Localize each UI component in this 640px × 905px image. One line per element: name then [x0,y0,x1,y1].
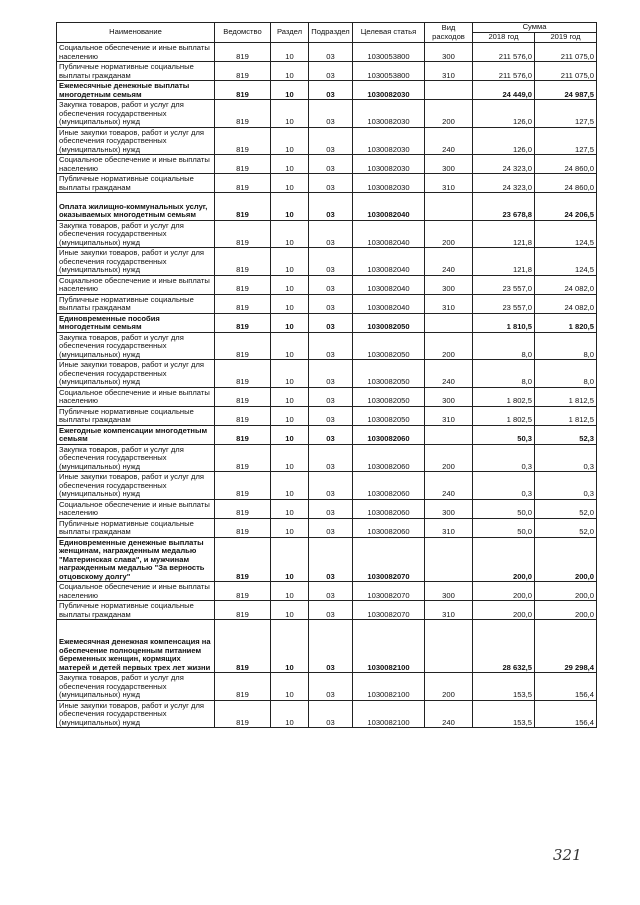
table-row [57,294,597,313]
row-section: 10 [271,155,309,174]
row-name: Ежемесячная денежная компенсация на обеспечение полноценным питанием беременных женщин, кормящих матерей и детей первых трех лет жизни [57,620,215,673]
row-type: 240 [425,472,473,500]
row-target: 1030053800 [353,62,425,81]
row-name: Публичные нормативные социальные выплаты гражданам [57,406,215,425]
row-value-2018: 23 678,8 [473,193,535,221]
row-value-2019: 24 987,5 [535,81,597,100]
row-value-2019: 24 206,5 [535,193,597,221]
row-dept: 819 [215,425,271,444]
table-row [57,673,597,701]
table-row [57,275,597,294]
header-2019: 2019 год [535,33,597,43]
row-value-2018: 121,8 [473,248,535,276]
row-value-2019: 211 075,0 [535,43,597,62]
row-value-2018: 200,0 [473,537,535,582]
row-subsection: 03 [309,127,353,155]
table-row [57,360,597,388]
row-subsection: 03 [309,673,353,701]
row-target: 1030082100 [353,620,425,673]
row-target: 1030082050 [353,406,425,425]
row-value-2019: 211 075,0 [535,62,597,81]
row-value-2019: 29 298,4 [535,620,597,673]
row-subsection: 03 [309,360,353,388]
row-subsection: 03 [309,406,353,425]
row-target: 1030082030 [353,174,425,193]
row-value-2018: 1 802,5 [473,406,535,425]
row-target: 1030082070 [353,601,425,620]
row-value-2019: 24 860,0 [535,155,597,174]
row-target: 1030082070 [353,582,425,601]
row-name: Ежегодные компенсации многодетным семьям [57,425,215,444]
row-target: 1030082030 [353,100,425,128]
row-subsection: 03 [309,155,353,174]
row-section: 10 [271,43,309,62]
row-value-2019: 8,0 [535,332,597,360]
row-dept: 819 [215,601,271,620]
row-subsection: 03 [309,248,353,276]
row-section: 10 [271,275,309,294]
row-target: 1030082060 [353,499,425,518]
row-target: 1030082050 [353,332,425,360]
row-value-2018: 23 557,0 [473,275,535,294]
row-name: Публичные нормативные социальные выплаты гражданам [57,518,215,537]
row-type: 200 [425,673,473,701]
row-name: Социальное обеспечение и иные выплаты населению [57,499,215,518]
row-value-2018: 153,5 [473,673,535,701]
table-row [57,220,597,248]
row-subsection: 03 [309,601,353,620]
row-target: 1030082100 [353,673,425,701]
table-row [57,174,597,193]
row-value-2019: 1 812,5 [535,387,597,406]
row-subsection: 03 [309,275,353,294]
row-type: 300 [425,275,473,294]
table-row [57,313,597,332]
row-subsection: 03 [309,100,353,128]
row-target: 1030082040 [353,294,425,313]
row-subsection: 03 [309,537,353,582]
row-section: 10 [271,294,309,313]
row-name: Социальное обеспечение и иные выплаты населению [57,387,215,406]
table-row [57,193,597,221]
row-value-2018: 0,3 [473,472,535,500]
row-subsection: 03 [309,220,353,248]
row-section: 10 [271,673,309,701]
row-type [425,193,473,221]
table-row [57,127,597,155]
table-row [57,518,597,537]
row-type [425,537,473,582]
row-name: Иные закупки товаров, работ и услуг для обеспечения государственных (муниципальных) нужд [57,127,215,155]
table-row [57,444,597,472]
table-row [57,332,597,360]
row-section: 10 [271,313,309,332]
row-name: Единовременные пособия многодетным семьям [57,313,215,332]
table-row [57,100,597,128]
row-value-2018: 24 323,0 [473,155,535,174]
row-value-2018: 211 576,0 [473,62,535,81]
row-name: Социальное обеспечение и иные выплаты населению [57,43,215,62]
row-subsection: 03 [309,332,353,360]
row-dept: 819 [215,294,271,313]
row-value-2018: 211 576,0 [473,43,535,62]
table-row [57,425,597,444]
row-section: 10 [271,620,309,673]
row-value-2018: 1 802,5 [473,387,535,406]
row-target: 1030082060 [353,444,425,472]
row-section: 10 [271,62,309,81]
row-section: 10 [271,425,309,444]
row-value-2019: 124,5 [535,220,597,248]
row-target: 1030082100 [353,700,425,728]
header-dept: Ведомство [215,23,271,43]
row-name: Публичные нормативные социальные выплаты гражданам [57,294,215,313]
header-2018: 2018 год [473,33,535,43]
row-value-2018: 8,0 [473,332,535,360]
row-section: 10 [271,444,309,472]
row-dept: 819 [215,62,271,81]
table-row [57,387,597,406]
row-subsection: 03 [309,193,353,221]
row-target: 1030082040 [353,275,425,294]
row-name: Иные закупки товаров, работ и услуг для обеспечения государственных (муниципальных) нужд [57,472,215,500]
row-target: 1030082040 [353,193,425,221]
budget-table [56,22,597,728]
row-value-2018: 8,0 [473,360,535,388]
row-type: 310 [425,174,473,193]
row-name: Закупка товаров, работ и услуг для обеспечения государственных (муниципальных) нужд [57,673,215,701]
row-type: 200 [425,444,473,472]
row-target: 1030082040 [353,248,425,276]
row-type: 240 [425,360,473,388]
row-section: 10 [271,360,309,388]
row-value-2018: 28 632,5 [473,620,535,673]
row-target: 1030082030 [353,155,425,174]
row-type: 310 [425,518,473,537]
row-value-2018: 200,0 [473,582,535,601]
row-dept: 819 [215,360,271,388]
row-target: 1030082050 [353,387,425,406]
row-subsection: 03 [309,174,353,193]
row-value-2019: 52,0 [535,518,597,537]
table-row [57,700,597,728]
row-type: 300 [425,582,473,601]
row-value-2018: 126,0 [473,127,535,155]
row-name: Закупка товаров, работ и услуг для обеспечения государственных (муниципальных) нужд [57,220,215,248]
row-type: 240 [425,700,473,728]
row-name: Оплата жилищно-коммунальных услуг, оказываемых многодетным семьям [57,193,215,221]
row-dept: 819 [215,155,271,174]
row-dept: 819 [215,313,271,332]
row-name: Иные закупки товаров, работ и услуг для обеспечения государственных (муниципальных) нужд [57,360,215,388]
row-dept: 819 [215,620,271,673]
row-name: Иные закупки товаров, работ и услуг для обеспечения государственных (муниципальных) нужд [57,700,215,728]
row-dept: 819 [215,673,271,701]
row-type [425,313,473,332]
row-dept: 819 [215,127,271,155]
row-type: 300 [425,155,473,174]
row-section: 10 [271,537,309,582]
row-value-2019: 1 820,5 [535,313,597,332]
row-subsection: 03 [309,518,353,537]
row-subsection: 03 [309,81,353,100]
row-section: 10 [271,220,309,248]
row-dept: 819 [215,499,271,518]
row-subsection: 03 [309,700,353,728]
row-section: 10 [271,332,309,360]
row-target: 1030053800 [353,43,425,62]
header-sum: Сумма [473,23,597,33]
row-dept: 819 [215,100,271,128]
row-target: 1030082040 [353,220,425,248]
row-value-2019: 1 812,5 [535,406,597,425]
table-row [57,582,597,601]
row-target: 1030082070 [353,537,425,582]
row-name: Социальное обеспечение и иные выплаты населению [57,275,215,294]
row-value-2018: 1 810,5 [473,313,535,332]
row-dept: 819 [215,582,271,601]
row-type: 240 [425,127,473,155]
header-section: Раздел [271,23,309,43]
row-type: 310 [425,294,473,313]
table-row [57,472,597,500]
header-type: Вид расходов [425,23,473,43]
row-value-2018: 0,3 [473,444,535,472]
row-subsection: 03 [309,425,353,444]
row-value-2018: 24 323,0 [473,174,535,193]
row-name: Единовременные денежные выплаты женщинам, награжденным медалью "Материнская слава", и мужчинам награжденным медалью "За верность отцовскому долгу" [57,537,215,582]
row-dept: 819 [215,332,271,360]
table-row [57,155,597,174]
row-type [425,81,473,100]
row-value-2018: 50,0 [473,518,535,537]
row-section: 10 [271,387,309,406]
row-name: Социальное обеспечение и иные выплаты населению [57,582,215,601]
row-target: 1030082030 [353,127,425,155]
row-value-2019: 0,3 [535,444,597,472]
row-value-2018: 126,0 [473,100,535,128]
row-name: Иные закупки товаров, работ и услуг для обеспечения государственных (муниципальных) нужд [57,248,215,276]
row-type: 300 [425,387,473,406]
row-name: Закупка товаров, работ и услуг для обеспечения государственных (муниципальных) нужд [57,444,215,472]
row-section: 10 [271,127,309,155]
row-name: Закупка товаров, работ и услуг для обеспечения государственных (муниципальных) нужд [57,332,215,360]
table-row [57,537,597,582]
row-type [425,620,473,673]
row-subsection: 03 [309,62,353,81]
row-subsection: 03 [309,499,353,518]
row-subsection: 03 [309,620,353,673]
row-value-2018: 50,3 [473,425,535,444]
table-row [57,43,597,62]
row-name: Социальное обеспечение и иные выплаты населению [57,155,215,174]
table-row [57,248,597,276]
row-subsection: 03 [309,387,353,406]
row-value-2018: 50,0 [473,499,535,518]
row-value-2019: 124,5 [535,248,597,276]
row-dept: 819 [215,444,271,472]
row-type: 200 [425,220,473,248]
row-dept: 819 [215,472,271,500]
row-value-2019: 127,5 [535,100,597,128]
row-value-2018: 23 557,0 [473,294,535,313]
row-value-2018: 121,8 [473,220,535,248]
row-section: 10 [271,700,309,728]
row-section: 10 [271,518,309,537]
row-value-2018: 24 449,0 [473,81,535,100]
row-name: Публичные нормативные социальные выплаты гражданам [57,174,215,193]
row-dept: 819 [215,700,271,728]
row-section: 10 [271,81,309,100]
row-value-2019: 127,5 [535,127,597,155]
row-value-2019: 200,0 [535,537,597,582]
row-dept: 819 [215,43,271,62]
row-subsection: 03 [309,313,353,332]
row-type: 310 [425,62,473,81]
row-name: Закупка товаров, работ и услуг для обеспечения государственных (муниципальных) нужд [57,100,215,128]
row-value-2019: 200,0 [535,582,597,601]
row-dept: 819 [215,220,271,248]
row-subsection: 03 [309,472,353,500]
table-row [57,81,597,100]
row-type: 300 [425,499,473,518]
row-value-2019: 52,0 [535,499,597,518]
header-name: Наименование [57,23,215,43]
row-value-2019: 0,3 [535,472,597,500]
row-value-2019: 200,0 [535,601,597,620]
row-value-2019: 24 860,0 [535,174,597,193]
row-section: 10 [271,248,309,276]
header-target: Целевая статья [353,23,425,43]
row-dept: 819 [215,518,271,537]
row-subsection: 03 [309,43,353,62]
table-row [57,406,597,425]
row-dept: 819 [215,248,271,276]
row-subsection: 03 [309,444,353,472]
page-number: 321 [553,846,582,864]
table-row [57,499,597,518]
row-value-2019: 156,4 [535,673,597,701]
row-value-2019: 52,3 [535,425,597,444]
row-type: 310 [425,406,473,425]
row-section: 10 [271,472,309,500]
row-target: 1030082030 [353,81,425,100]
row-dept: 819 [215,537,271,582]
row-dept: 819 [215,174,271,193]
row-type: 310 [425,601,473,620]
row-subsection: 03 [309,582,353,601]
row-section: 10 [271,406,309,425]
row-value-2019: 24 082,0 [535,275,597,294]
row-section: 10 [271,100,309,128]
row-section: 10 [271,174,309,193]
row-name: Ежемесячные денежные выплаты многодетным семьям [57,81,215,100]
row-value-2018: 200,0 [473,601,535,620]
row-name: Публичные нормативные социальные выплаты гражданам [57,62,215,81]
row-dept: 819 [215,387,271,406]
row-type: 200 [425,100,473,128]
table-row [57,62,597,81]
row-value-2019: 156,4 [535,700,597,728]
row-value-2018: 153,5 [473,700,535,728]
header-subsection: Подраздел [309,23,353,43]
row-section: 10 [271,193,309,221]
row-target: 1030082060 [353,472,425,500]
row-section: 10 [271,582,309,601]
row-type: 240 [425,248,473,276]
row-subsection: 03 [309,294,353,313]
row-type [425,425,473,444]
row-value-2019: 24 082,0 [535,294,597,313]
row-type: 300 [425,43,473,62]
row-dept: 819 [215,193,271,221]
row-target: 1030082050 [353,313,425,332]
budget-sheet [56,22,596,728]
row-dept: 819 [215,406,271,425]
row-dept: 819 [215,275,271,294]
row-target: 1030082050 [353,360,425,388]
table-row [57,620,597,673]
row-target: 1030082060 [353,518,425,537]
row-name: Публичные нормативные социальные выплаты гражданам [57,601,215,620]
row-section: 10 [271,499,309,518]
row-dept: 819 [215,81,271,100]
table-row [57,601,597,620]
row-section: 10 [271,601,309,620]
row-target: 1030082060 [353,425,425,444]
row-value-2019: 8,0 [535,360,597,388]
row-type: 200 [425,332,473,360]
